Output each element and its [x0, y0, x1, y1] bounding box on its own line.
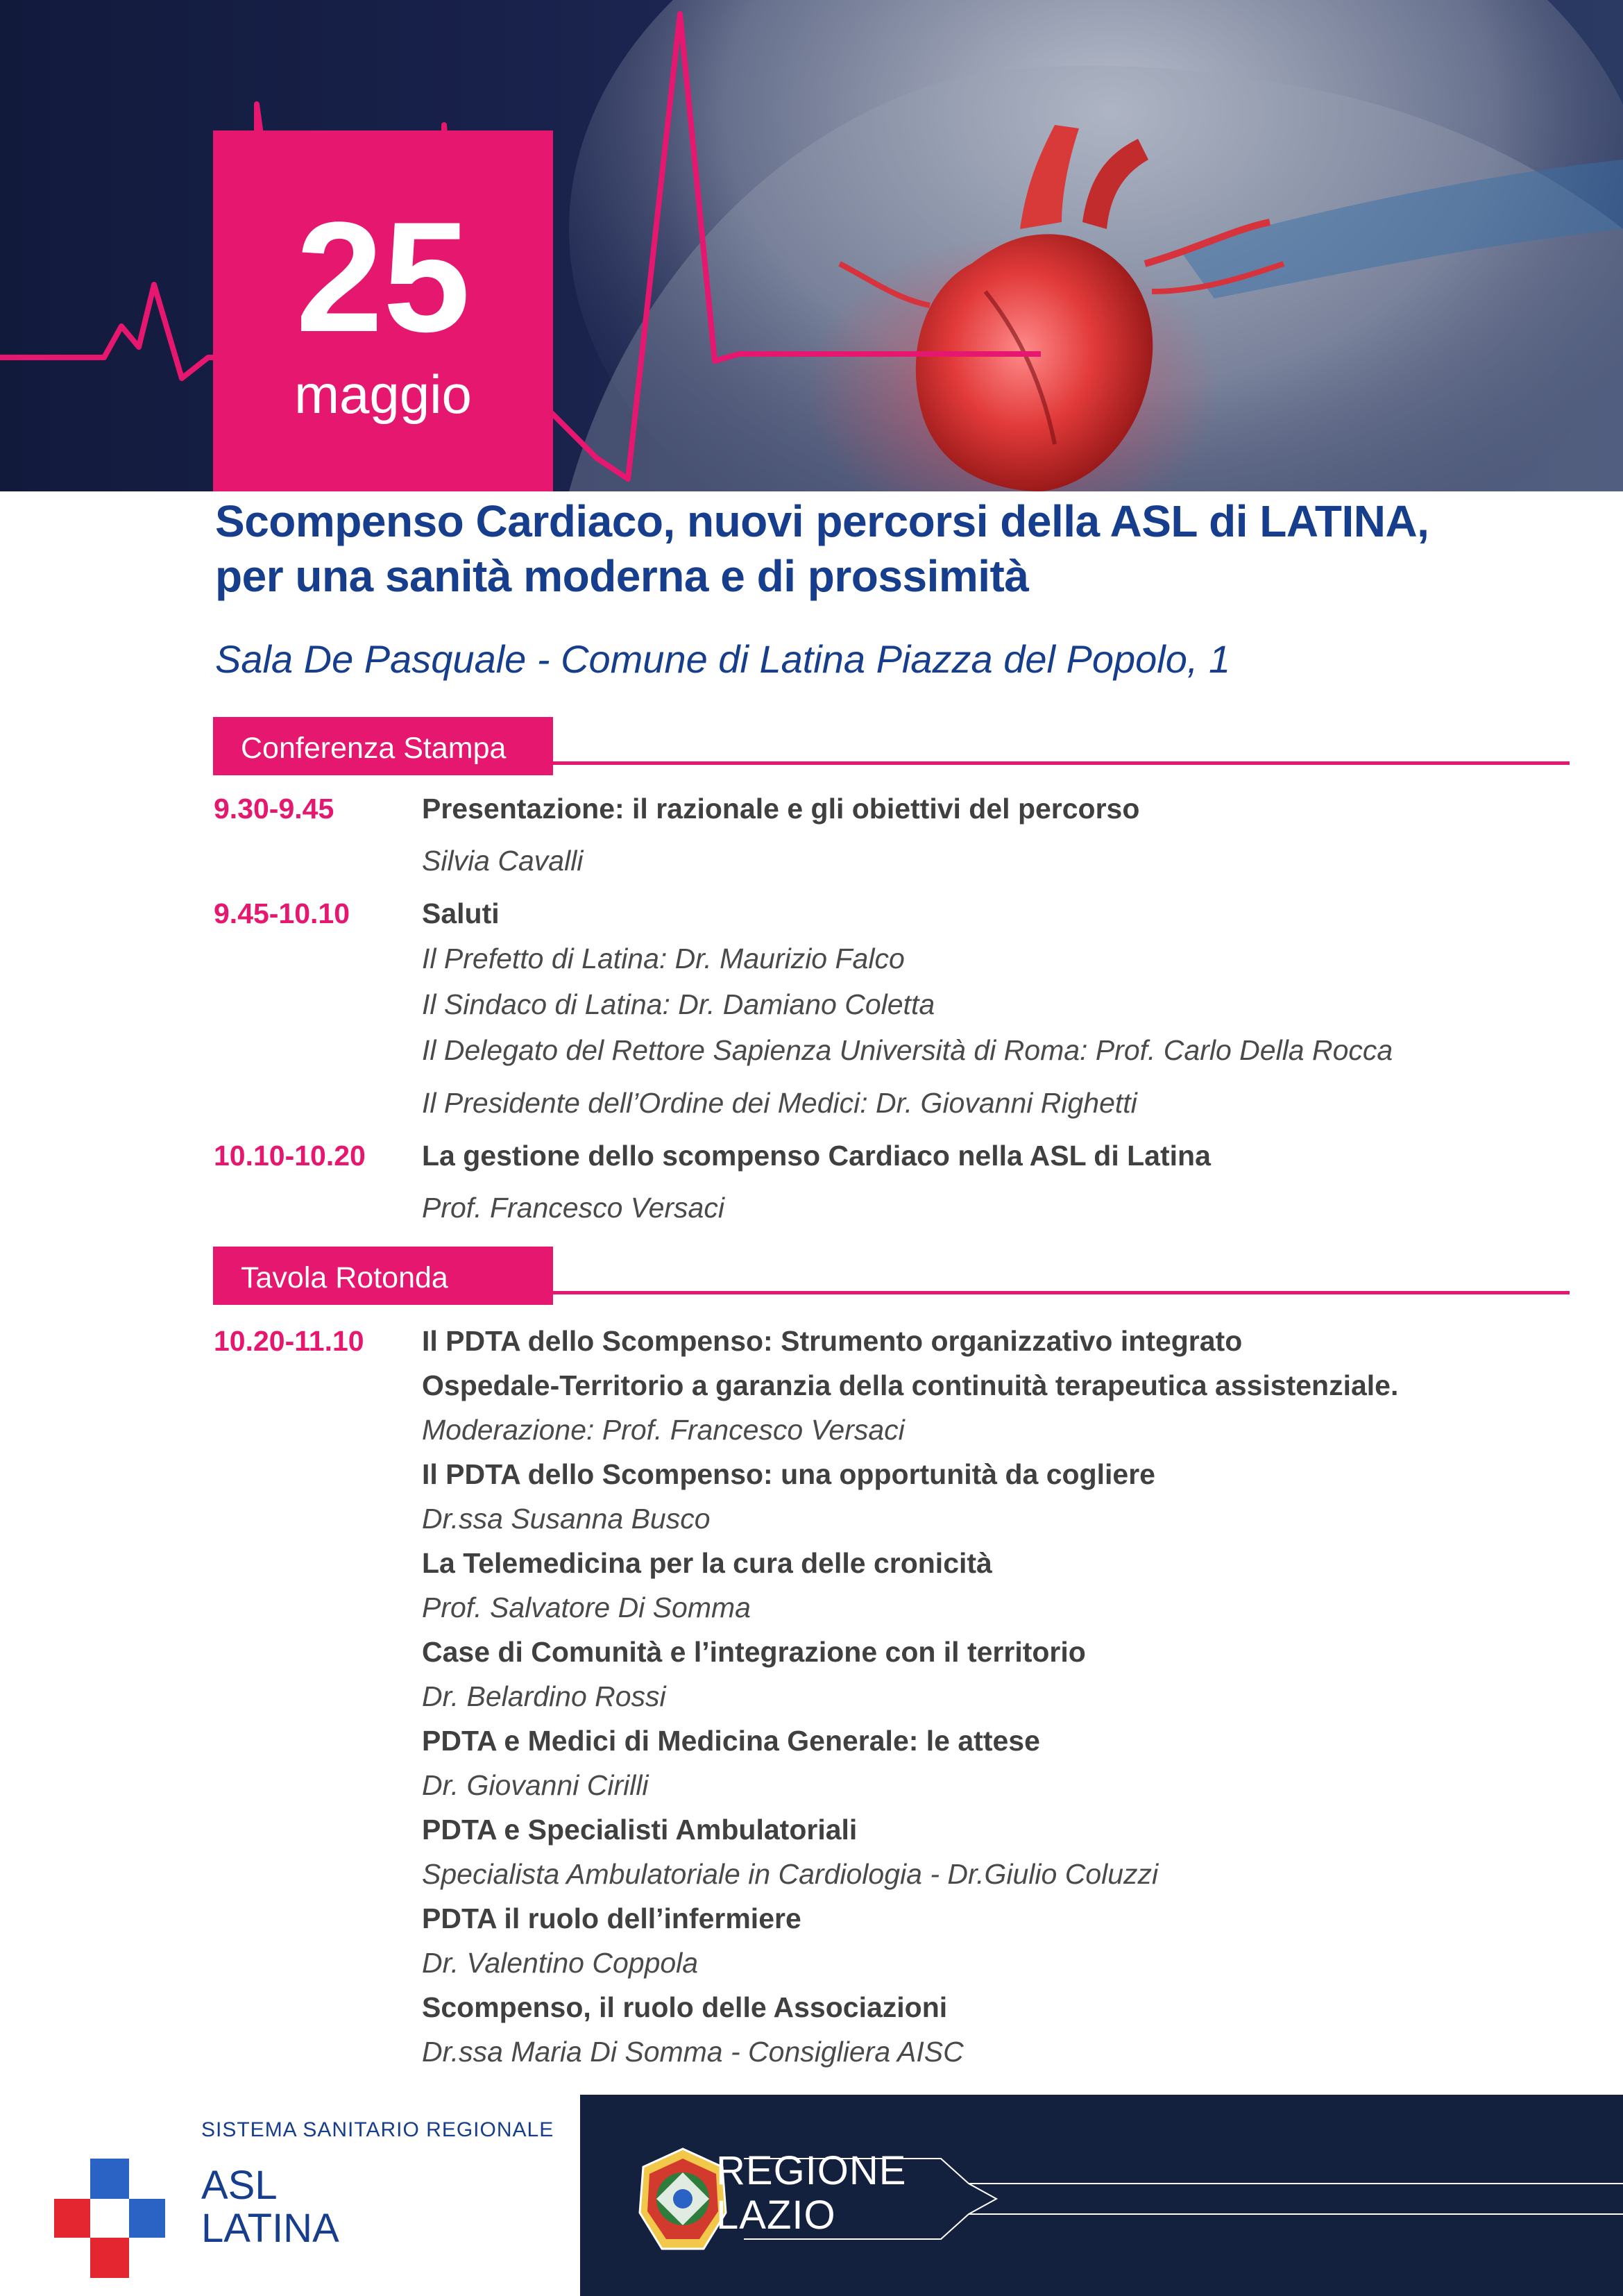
session-speaker: Il Presidente dell’Ordine dei Medici: Dr. Giovanni Righetti: [422, 1087, 1137, 1119]
section-tavola-rotonda: [213, 1247, 1570, 1305]
event-venue: Sala De Pasquale - Comune di Latina Piazza del Popolo, 1: [215, 637, 1231, 681]
section-label: Tavola Rotonda: [213, 1247, 553, 1305]
session-speaker: Specialista Ambulatoriale in Cardiologia - Dr.Giulio Coluzzi: [422, 1858, 1159, 1890]
date-day: 25: [296, 189, 470, 364]
asl-name-line-1: ASL: [201, 2163, 278, 2208]
session-title: La Telemedicina per la cura delle cronicità: [422, 1547, 992, 1579]
session-title: Ospedale-Territorio a garanzia della continuità terapeutica assistenziale.: [422, 1369, 1399, 1401]
session-title: Case di Comunità e l’integrazione con il territorio: [422, 1636, 1086, 1668]
session-title: Il PDTA dello Scompenso: una opportunità da cogliere: [422, 1458, 1155, 1490]
asl-system-label: SISTEMA SANITARIO REGIONALE: [201, 2118, 554, 2141]
date-badge: [213, 130, 553, 491]
session-time: 9.30-9.45: [214, 793, 334, 825]
session-speaker: Dr.ssa Maria Di Somma - Consigliera AISC: [422, 2036, 964, 2068]
session-speaker: Il Prefetto di Latina: Dr. Maurizio Falco: [422, 943, 905, 974]
title-line-2: per una sanità moderna e di prossimità: [215, 551, 1029, 601]
session-title: Saluti: [422, 897, 500, 929]
session-time: 10.20-11.10: [214, 1325, 364, 1357]
asl-name-line-2: LATINA: [201, 2206, 339, 2251]
session-speaker: Silvia Cavalli: [422, 845, 584, 877]
asl-name: [201, 2164, 339, 2250]
session-time: 10.10-10.20: [214, 1140, 366, 1172]
session-title: PDTA e Specialisti Ambulatoriali: [422, 1814, 858, 1846]
date-month: maggio: [294, 364, 472, 425]
session-speaker: Prof. Francesco Versaci: [422, 1192, 724, 1224]
title-line-1: Scompenso Cardiaco, nuovi percorsi della ASL di LATINA,: [215, 496, 1429, 546]
session-speaker: Dr. Valentino Coppola: [422, 1947, 699, 1979]
session-title: PDTA e Medici di Medicina Generale: le attese: [422, 1725, 1040, 1757]
region-footer: [580, 2095, 1623, 2296]
section-divider: [553, 761, 1570, 765]
section-divider: [553, 1291, 1570, 1294]
region-name-line-2: LAZIO: [716, 2193, 836, 2238]
session-title: Presentazione: il razionale e gli obiettivi del percorso: [422, 793, 1140, 825]
session-title: PDTA il ruolo dell’infermiere: [422, 1902, 801, 1934]
region-name-line-1: REGIONE: [716, 2148, 907, 2193]
hero-banner: [0, 0, 1623, 491]
session-title: Il PDTA dello Scompenso: Strumento organizzativo integrato: [422, 1325, 1243, 1357]
section-conferenza-stampa: [213, 717, 1570, 775]
session-speaker: Dr.ssa Susanna Busco: [422, 1503, 711, 1535]
section-label: Conferenza Stampa: [213, 717, 553, 775]
region-name: [716, 2149, 907, 2238]
session-speaker: Il Sindaco di Latina: Dr. Damiano Coletta: [422, 988, 935, 1020]
session-title: La gestione dello scompenso Cardiaco nella ASL di Latina: [422, 1140, 1211, 1172]
session-speaker: Dr. Giovanni Cirilli: [422, 1769, 649, 1801]
session-speaker: Dr. Belardino Rossi: [422, 1680, 666, 1712]
session-time: 9.45-10.10: [214, 897, 350, 929]
event-title: [215, 494, 1596, 604]
session-title: Scompenso, il ruolo delle Associazioni: [422, 1991, 948, 2023]
session-speaker: Il Delegato del Rettore Sapienza Università di Roma: Prof. Carlo Della Rocca: [422, 1034, 1393, 1066]
session-speaker: Moderazione: Prof. Francesco Versaci: [422, 1414, 905, 1446]
session-speaker: Prof. Salvatore Di Somma: [422, 1592, 751, 1623]
cross-icon: [54, 2159, 165, 2278]
